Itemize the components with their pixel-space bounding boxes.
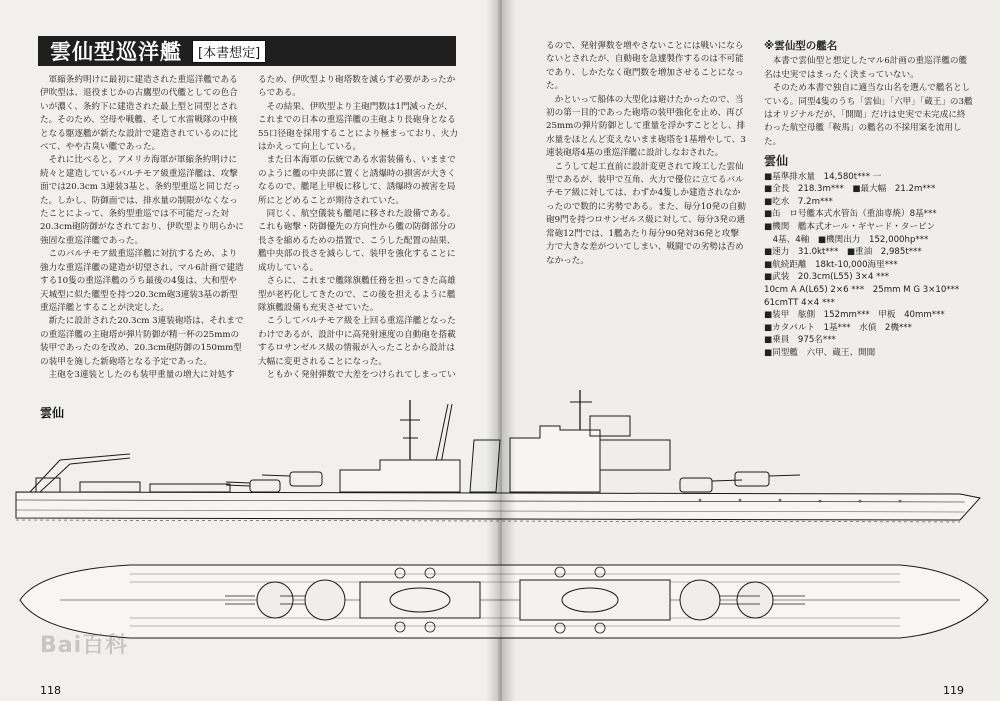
paragraph: それに比べると、アメリカ海軍が軍縮条約明けに続々と建造しているバルチモア級重巡洋艦は、攻撃面では20.3cm 3連装3基と、条約型重巡と同じだった。しかし、防御面では、排水量の制限がなくなったことによって、条約型重巡では不可能だった対20.3cm砲防御がなされており、伊吹型より明らかに強固な重巡洋艦であった。 [40,155,244,246]
turret-fwd-1 [680,478,712,492]
spec-line: 10cm A A(L65) 2×6 *** 25mm M G 3×10*** [764,285,960,295]
spec-line: ■乗員 975名*** [764,335,836,346]
paragraph: そのため本書で独自に適当な山名を選んで艦名としている。同型4隻のうち「雲仙」「六甲」「蔵王」の3艦はオリジナルだが、「開聞」だけは史実で未完成に終わった航空母艦「鞍馬」の艦名の不採用案を流用した。 [764,83,973,147]
paragraph: また日本海軍の伝統である水雷装備も、いままでのように艦の中央部に置くと誘爆時の損害が大きくなるので、艦尾上甲板に移して、誘爆時の被害を局所にとどめることが期待されていた。 [258,155,456,206]
right-text-column-1 [546,40,746,268]
page-number-left: 118 [40,684,61,697]
chapter-subtitle: [本書想定] [192,40,266,63]
spec-line: ■航続距離 18kt-10,000海里*** [764,259,898,270]
spec-line: 61cmTT 4×4 *** [764,297,835,308]
chapter-title-bar [38,36,456,66]
paragraph: こうしてバルチモア級を上回る重巡洋艦となったわけであるが、設計中に高発射速度の自動砲を搭載するロサンゼルス級の情報が入ったことから設計は大幅に変更されることになった。 [258,316,456,367]
paragraph: その結果、伊吹型より主砲門数は1門減ったが、これまでの日本の重巡洋艦の主砲より長砲身となる55口径砲を採用することにより極まっており、火力はかえって向上している。 [258,101,458,153]
right-text-column-2 [764,40,974,360]
spec-line: ■缶 ロ号艦本式水管缶（重油専焼）8基*** [764,209,937,220]
spec-line: ■吃水 7.2m*** [764,196,833,207]
paragraph: 軍縮条約明けに最初に建造された重巡洋艦である伊吹型は、退役まじかの古鷹型の代艦としての色合いが濃く、条約下に建造された最上型と同型とされた。そのため、空母や戦艦、そして水雷戦隊の中核となる駆逐艦が新たな設計で建造されているのに比べて、やや古臭い艦であった。 [40,75,238,153]
spec-table [764,171,974,360]
paragraph: 本書で雲仙型と想定したマル6計画の重巡洋艦の艦名は史実ではまったく決まっていない。 [764,56,968,80]
paragraph: かといって船体の大型化は避けたかったので、当初の第一目的であった砲塔の装甲強化を止め、再び25mmの弾片防御として重量を浮かすこととし、排水量をほとんど変えないまま砲塔を1基増やして、3連装砲塔4基の重巡洋艦に設計しなおされた。 [546,94,746,159]
ship-name-section-title: ※雲仙型の艦名 [764,40,838,52]
paragraph: ともかく発射弾数で大差をつけられてしまってい [266,369,456,380]
spec-line: ■カタパルト 1基*** 水偵 2機*** [764,322,912,333]
paragraph: 同じく、航空儀装も艦尾に移された設備である。これも砲撃・防御優先の方向性から艦の防御部分の長さを縮めるための措置で、こうした配置の結果、艦中央部の長さを減らして、装甲を強化することに成功している。 [258,209,456,273]
spec-line: ■速力 31.0kt*** ■重油 2,985t*** [764,247,922,258]
paragraph: さらに、これまで艦隊旗艦任務を担ってきた高雄型が老朽化してきたので、この後を担えるように艦隊旗艦設備も充実させていた。 [258,276,456,313]
turret-aft-2 [290,472,322,486]
chapter-title: 雲仙型巡洋艦 [50,39,182,64]
page-number-right: 119 [943,684,964,697]
paragraph: こうして起工直前に設計変更されて竣工した雲仙型であるが、装甲で互角、火力で優位に立てるバルチモア級に対しては、わずか4隻しか建造されなかったので数的に劣勢である。また、毎分10発の自動砲9門を持つロサンゼルス級に対して、毎分3発の通常砲12門では、1艦あたり毎分90発対36発と攻撃力で大きな差がついてしまい、戦闘での劣勢は否めなかった。 [546,161,746,266]
drawing-ship-label: 雲仙 [40,406,65,420]
spec-line: 4基、4軸 ■機関出力 152,000hp*** [764,234,929,245]
spec-ship-name: 雲仙 [764,154,789,169]
left-text-column-2 [258,74,458,382]
turret-fwd-2 [735,472,769,486]
spec-line: ■同型艦 六甲、蔵王、開聞 [764,347,876,358]
left-text-column-1 [40,74,244,382]
paragraph: 新たに設計された20.3cm 3連装砲塔は、それまでの重巡洋艦の主砲塔が弾片防御が精一杯の25mmの装甲であったのを改め、20.3cm砲防御の150mm型の装甲を施した新砲塔となる予定であった。 [40,316,244,367]
paragraph: このバルチモア級重巡洋艦に対抗するため、より強力な重巡洋艦の建造が切望され、マル6計画で建造する10隻の重巡洋艦のうち最後の4隻は、大和型や天城型に似た艦型を持つ20.3cm砲3連装3基の新型重巡洋艦とすることが決定した。 [40,249,244,313]
book-gutter-shadow [486,0,516,701]
spec-line: ■装甲 舷側 152mm*** 甲板 40mm*** [764,310,945,321]
paragraph: るので、発射弾数を増やさないことには戦いにならないとされたが、自動砲を急遽製作するのは不可能であり、しかたなく砲門数を増加させることになった。 [546,41,744,92]
spec-line: ■全長 218.3m*** ■最大幅 21.2m*** [764,184,936,195]
watermark: Bai百科 [40,633,129,658]
paragraph: 主砲を3連装としたのも装甲重量の増大に対処す [48,369,235,380]
spec-line: ■武装 20.3cm(L55) 3×4 *** [764,272,890,283]
spec-line: ■基準排水量 14,580t*** 一 [764,171,882,182]
spec-line: ■機関 艦本式オール・ギヤード・タービン [764,222,936,233]
turret-aft-1 [250,480,280,492]
paragraph: るため、伊吹型より砲塔数を減らす必要があったからである。 [258,75,456,99]
